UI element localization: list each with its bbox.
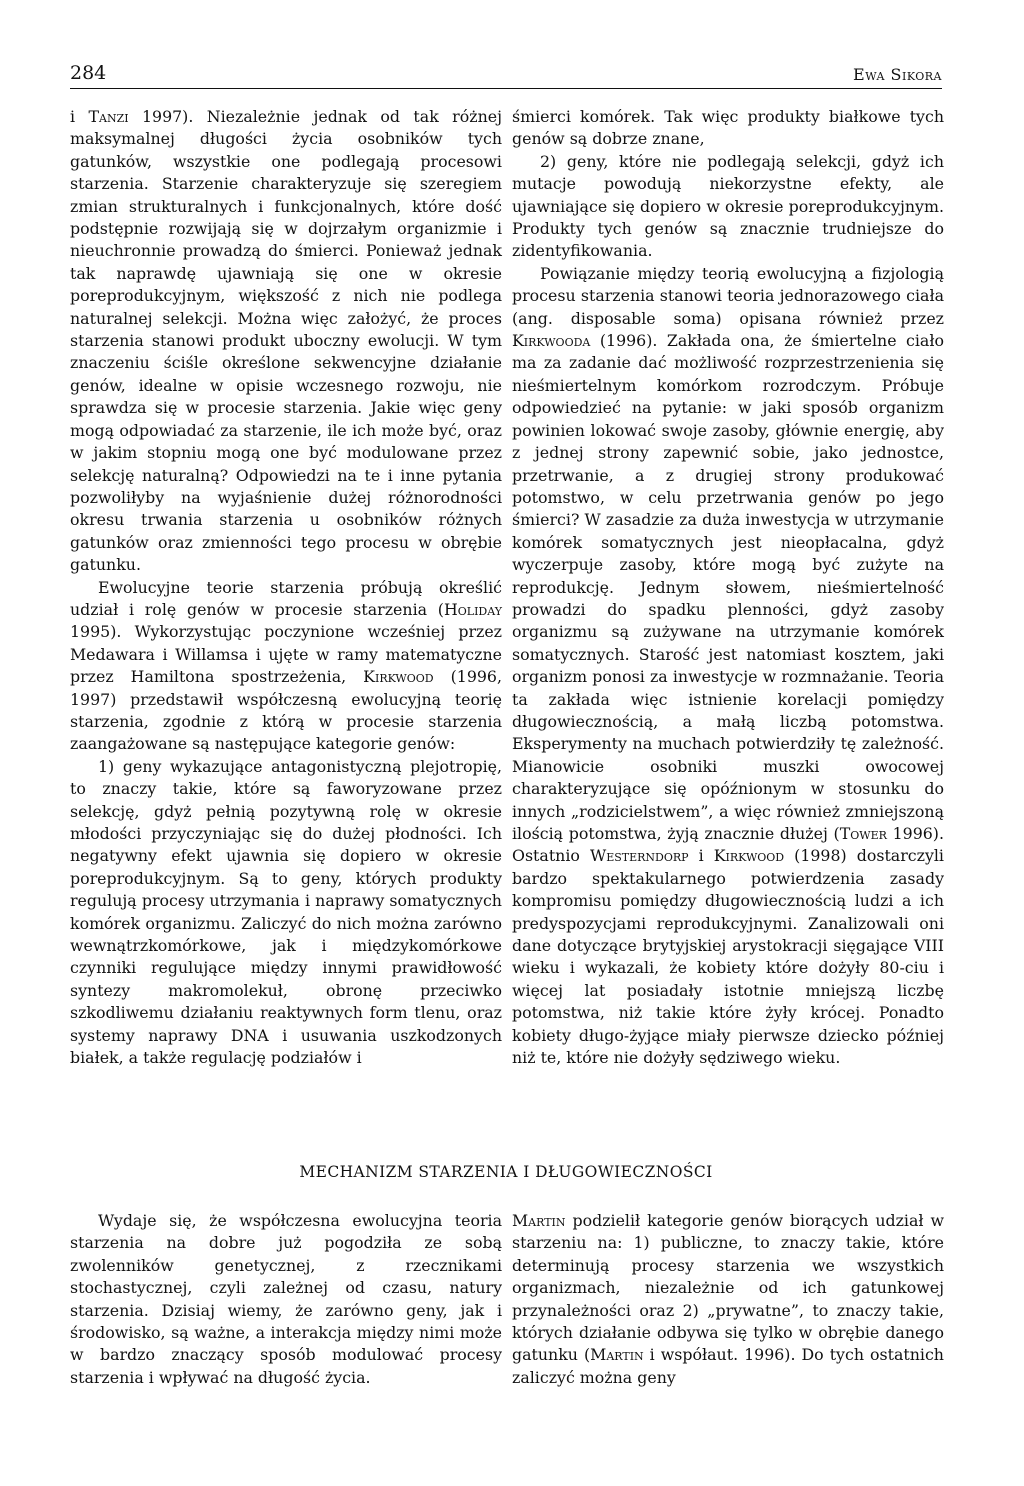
text-run: i	[688, 846, 714, 866]
author-citation: Martin	[590, 1345, 644, 1365]
paragraph	[70, 1210, 502, 1389]
text-run: (1996). Zakłada ona, że śmiertelne ciało ma za zadanie dać możliwość rozprzestrzenienia się nieśmiertelnym komórkom rozrodczym. Próbuje odpowiedzieć na pytanie: w jaki sposób organizm powinien lokować swoje zasoby, głównie energię, aby z jednej strony zapewnić sobie, jako jednostce, przetrwanie, a z drugiej strony produkować potomstwo, w celu przetrwania genów po jego śmierci? W zasadzie za duża inwestycja w utrzymanie komórek somatycznych jest nieopłacalna, gdyż wyczerpuje zasoby, które mogą być zużyte na reprodukcję. Jednym słowem, nieśmiertelność prowadzi do spadku plenności, gdyż zasoby organizmu są zużywane na utrzymanie komórek somatycznych. Starość jest natomiast kosztem, jaki organizm ponosi za inwestycje w rozmnażanie. Teoria ta zakłada więc istnienie korelacji pomiędzy długowiecznością, a małą liczbą potomstwa. Eksperymenty na muchach potwierdziły tę zależność. Mianowicie osobniki muszki owocowej charakteryzujące się opóźnionym w stosunku do innych „rodzicielstwem”, a więc również zmniejszoną ilością potomstwa, żyją znacznie dłużej (	[512, 331, 944, 843]
text-run: (1998) dostarczyli bardzo spektakularnego potwierdzenia zasady kompromisu pomiędzy długowiecznością ludzi a ich predyspozycjami reprodukcyjnymi. Zanalizowali oni dane dotyczące brytyjskiej arystokracji sięgające VIII wieku i wykazali, że kobiety które dożyły 80-ciu i więcej lat posiadały istotnie mniejszą liczbę potomstwa, niż takie które żyły krócej. Ponadto kobiety długo-żyjące miały pierwsze dziecko później niż te, które nie dożyły sędziwego wieku.	[512, 846, 944, 1068]
paragraph	[512, 1210, 944, 1389]
author-citation: Holiday	[443, 599, 502, 619]
text-run: 1) geny wykazujące antagonistyczną plejotropię, to znaczy takie, które są faworyzowane przez selekcję, gdyż pełnią pozytywną rolę w okresie młodości przyczyniając się do dużej płodności. Ich negatywny efekt ujawnia się dopiero w okresie poreprodukcyjnym. Są to geny, których produkty regulują procesy utrzymania i naprawy somatycznych komórek organizmu. Zaliczyć do nich można zarówno wewnątrzkomórkowe, jak i międzykomórkowe czynniki regulujące między innymi prawidłowość syntezy makromolekuł, obronę przeciwko szkodliwemu działaniu reaktywnych form tlenu, oraz systemy naprawy DNA i usuwania uszkodzonych białek, a także regulację podziałów i	[70, 756, 502, 1068]
text-run: i	[70, 107, 89, 126]
paragraph	[512, 263, 944, 1070]
running-author: Ewa Sikora	[853, 65, 942, 84]
paragraph	[512, 106, 944, 151]
running-header	[70, 62, 942, 89]
text-run: (1996, 1997) przedstawił współczesną ewolucyjną teorię starzenia, zgodnie z którą w procesie starzenia zaangażowane są następujące kategorie genów:	[70, 667, 502, 754]
column-top-right	[512, 106, 944, 1069]
paragraph	[70, 106, 502, 577]
author-citation: Tanzi	[88, 107, 129, 126]
section-heading: MECHANIZM STARZENIA I DŁUGOWIECZNOŚCI	[299, 1163, 713, 1181]
paragraph	[70, 577, 502, 756]
author-citation: Kirkwooda	[512, 331, 591, 351]
author-citation: Martin	[512, 1211, 566, 1230]
column-bottom-left	[70, 1210, 502, 1389]
text-run: i współaut. 1996). Do tych ostatnich zaliczyć można geny	[512, 1345, 944, 1387]
text-run: 2) geny, które nie podlegają selekcji, gdyż ich mutacje powodują niekorzystne efekty, ale ujawniające się dopiero w okresie poreprodukcyjnym. Produkty tych genów są znacznie trudniejsze do zidentyfikowania.	[512, 151, 944, 261]
text-run: 1997). Niezależnie jednak od tak różnej maksymalnej długości życia osobników tych gatunków, wszystkie one podlegają procesowi starzenia. Starzenie charakteryzuje się szeregiem zmian strukturalnych i funkcjonalnych, które dość podstępnie rozwijają się w dojrzałym organizmie i nieuchronnie prowadzą do śmierci. Ponieważ jednak tak naprawdę ujawniają się one w okresie poreprodukcyjnym, większość z nich nie podlega naturalnej selekcji. Można więc założyć, że proces starzenia stanowi produkt uboczny ewolucji. W tym znaczeniu ściśle określone sekwencyjne działanie genów, idealne w opisie wczesnego rozwoju, nie sprawdza się w procesie starzenia. Jakie więc geny mogą odpowiadać za starzenie, ile ich może być, oraz w jakim stopniu mogą one być modulowane przez selekcję naturalną? Odpowiedzi na te i inne pytania pozwoliłyby na wyjaśnienie dużej różnorodności okresu trwania starzenia u osobników różnych gatunków oraz zmienności tego procesu w obrębie gatunku.	[70, 107, 502, 575]
text-run: Ewolucyjne teorie starzenia próbują określić udział i rolę genów w procesie starzenia (	[70, 577, 502, 619]
text-run: 1996). Ostatnio	[512, 824, 944, 866]
text-run: 1995). Wykorzystując poczynione wcześniej przez Medawara i Willamsa i ujęte w ramy matematyczne przez Hamiltona spostrzeżenia,	[70, 622, 502, 687]
text-run: Powiązanie między teorią ewolucyjną a fizjologią procesu starzenia stanowi teoria jednorazowego ciała (ang. disposable soma) opisana również przez	[512, 263, 944, 328]
paragraph	[70, 756, 502, 1070]
text-run: śmierci komórek. Tak więc produkty białkowe tych genów są dobrze znane,	[512, 107, 944, 149]
author-citation: Kirkwood	[363, 667, 434, 687]
text-run: Wydaje się, że współczesna ewolucyjna teoria starzenia na dobre już pogodziła ze sobą zwolenników genetycznej, z rzecznikami stochastycznej, czyli zależnej od czasu, natury starzenia. Dzisiaj wiemy, że zarówno geny, jak i środowisko, są ważne, a interakcja między nimi może w bardzo znaczący sposób modulować procesy starzenia i wpływać na długość życia.	[70, 1211, 502, 1387]
column-top-left	[70, 106, 502, 1069]
paragraph	[512, 151, 944, 263]
author-citation: Westerndorp	[589, 846, 689, 866]
column-bottom-right	[512, 1210, 944, 1389]
text-run: podzielił kategorie genów biorących udział w starzeniu na: 1) publiczne, to znaczy takie, które determinują procesy starzenia we wszystkich organizmach, niezależnie od ich gatunkowej przynależności oraz 2) „prywatne”, to znaczy takie, których działanie odbywa się tylko w obrębie danego gatunku (	[512, 1211, 944, 1365]
author-citation: Kirkwood	[713, 846, 785, 866]
page-number: 284	[70, 62, 107, 84]
author-citation: Tower	[839, 824, 887, 843]
